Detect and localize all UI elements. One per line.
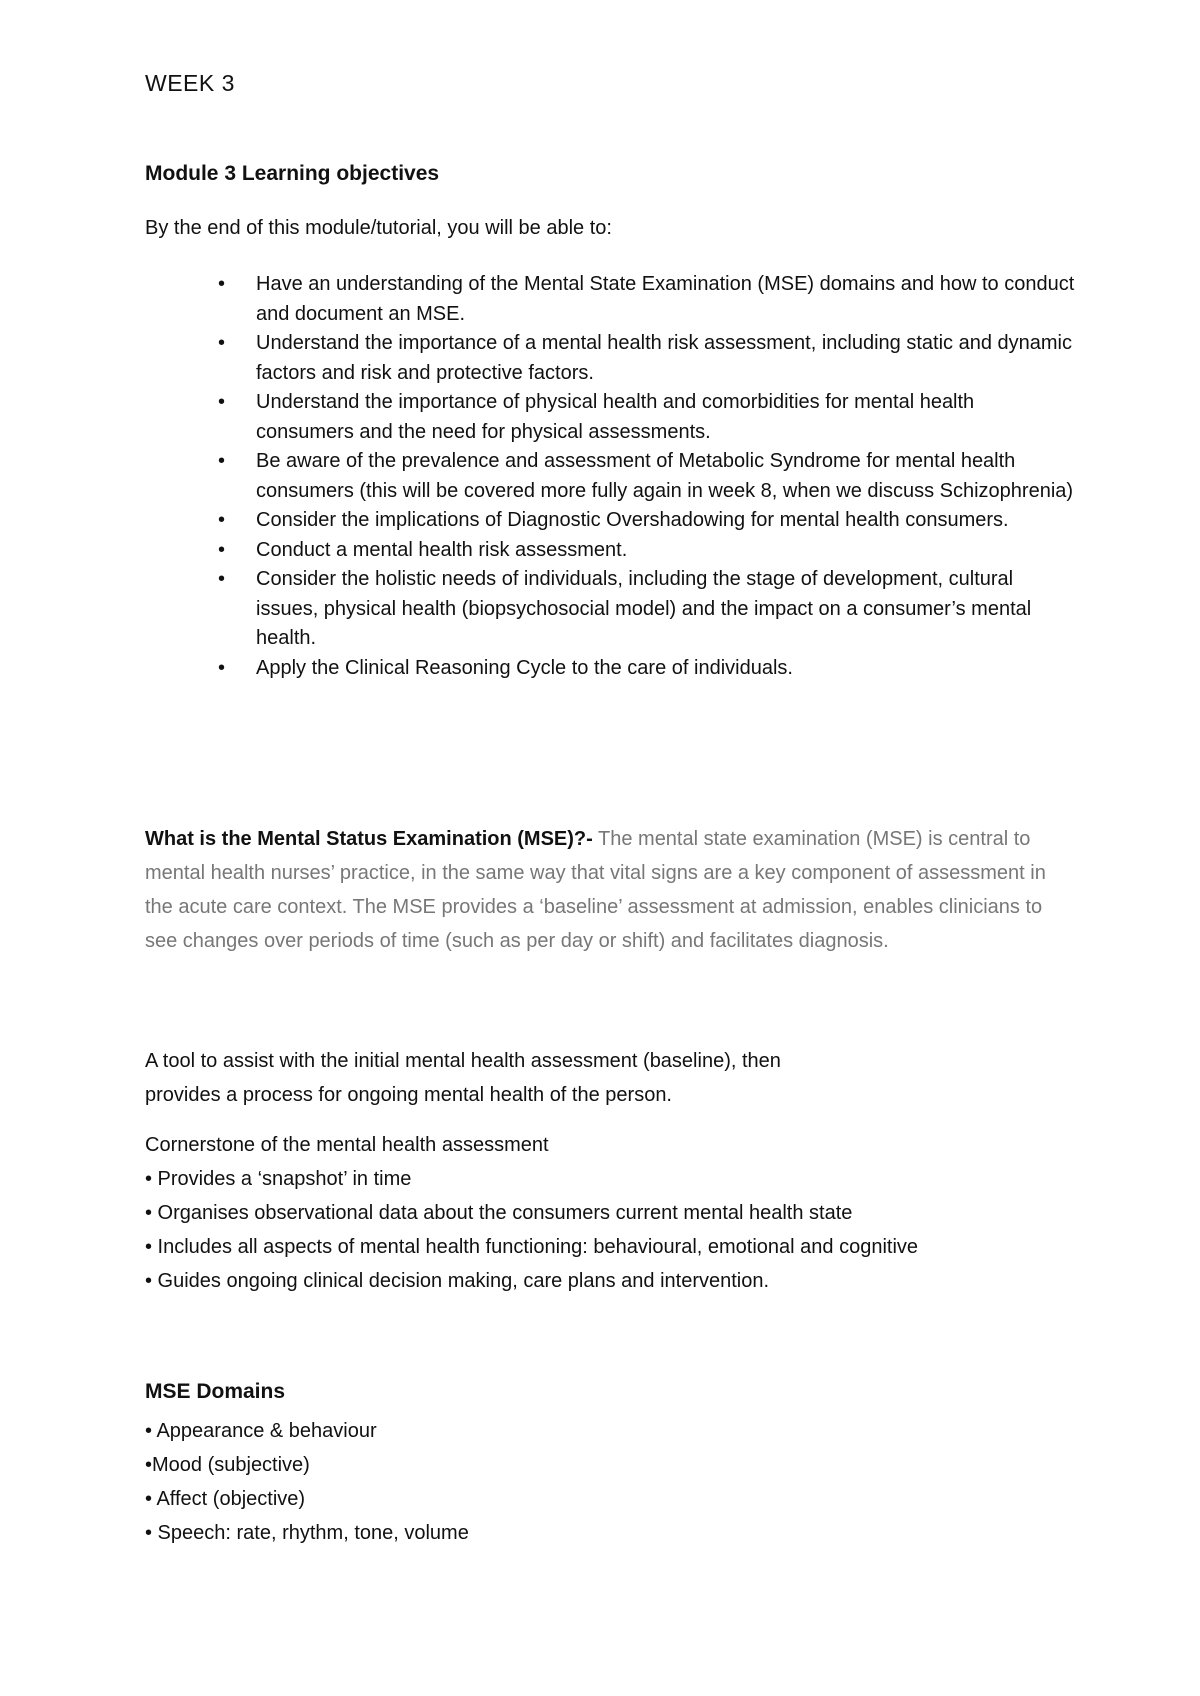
cornerstone-item: • Organises observational data about the consumers current mental health state — [145, 1202, 853, 1224]
domain-item: •Mood (subjective) — [145, 1454, 310, 1476]
objective-item: • Apply the Clinical Reasoning Cycle to the care of individuals. — [256, 654, 1076, 684]
cornerstone-item: • Provides a ‘snapshot’ in time — [145, 1168, 412, 1190]
mse-definition-paragraph — [145, 822, 1065, 958]
cornerstone-title: Cornerstone of the mental health assessment — [145, 1134, 549, 1156]
cornerstone-section — [145, 1128, 965, 1298]
module-heading: Module 3 Learning objectives — [145, 162, 440, 185]
domain-item: • Appearance & behaviour — [145, 1420, 377, 1442]
cornerstone-item: • Includes all aspects of mental health functioning: behavioural, emotional and cognitive — [145, 1236, 919, 1258]
tool-line: provides a process for ongoing mental health of the person. — [145, 1084, 672, 1106]
objective-item: • Have an understanding of the Mental State Examination (MSE) domains and how to conduct and document an MSE. — [256, 270, 1076, 329]
objective-item: • Consider the implications of Diagnostic Overshadowing for mental health consumers. — [256, 506, 1076, 536]
mse-answer: The mental state examination (MSE) is central to mental health nurses’ practice, in the same way that vital signs are a key component of assessment in the acute care context. The MSE provides a ‘baseline’ assessment at admission, enables clinicians to see changes over periods of time (such as per day or shift) and facilitates diagnosis. — [145, 828, 1046, 952]
tool-line: A tool to assist with the initial mental health assessment (baseline), then — [145, 1050, 781, 1072]
mse-domains-list — [145, 1414, 469, 1550]
tool-paragraph — [145, 1044, 965, 1112]
module-intro: By the end of this module/tutorial, you will be able to: — [145, 217, 612, 239]
mse-domains-heading: MSE Domains — [145, 1380, 286, 1403]
mse-question: What is the Mental Status Examination (MSE)?- — [145, 828, 593, 850]
objective-item: • Understand the importance of physical health and comorbidities for mental health consumers and the need for physical assessments. — [256, 388, 1076, 447]
domain-item: • Affect (objective) — [145, 1488, 306, 1510]
objective-item: • Conduct a mental health risk assessment. — [256, 536, 1076, 566]
cornerstone-item: • Guides ongoing clinical decision making, care plans and intervention. — [145, 1270, 770, 1292]
week-title: WEEK 3 — [145, 70, 235, 96]
learning-objectives-list — [256, 270, 1076, 683]
objective-item: • Be aware of the prevalence and assessment of Metabolic Syndrome for mental health consumers (this will be covered more fully again in week 8, when we discuss Schizophrenia) — [256, 447, 1076, 506]
domain-item: • Speech: rate, rhythm, tone, volume — [145, 1522, 469, 1544]
objective-item: • Understand the importance of a mental health risk assessment, including static and dynamic factors and risk and protective factors. — [256, 329, 1076, 388]
objective-item: • Consider the holistic needs of individuals, including the stage of development, cultural issues, physical health (biopsychosocial model) and the impact on a consumer’s mental health. — [256, 565, 1076, 654]
